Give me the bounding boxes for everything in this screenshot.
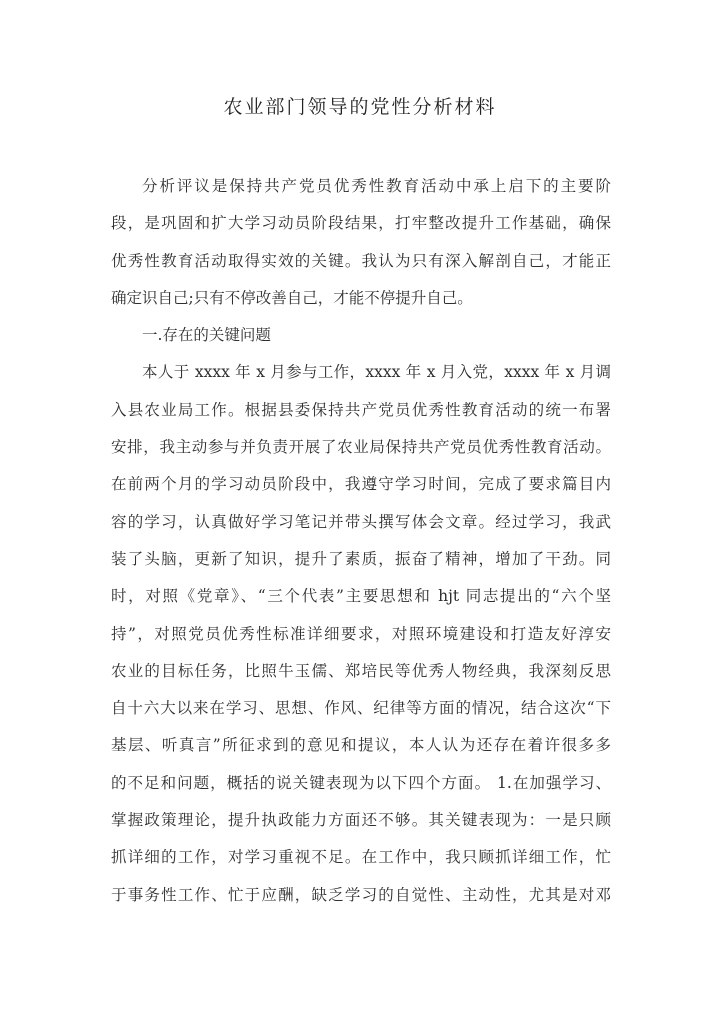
paragraph-line: 安排，我主动参与并负责开展了农业局保持共产党员优秀性教育活动。 (111, 438, 611, 457)
paragraph-line: 确定识自己;只有不停改善自己，才能不停提升自己。 (111, 288, 473, 307)
paragraph-line: 容的学习，认真做好学习笔记并带头撰写体会文章。经过学习，我武 (111, 512, 611, 531)
paragraph-line: 基层、听真言”所征求到的意见和提议，本人认为还存在着许很多多 (111, 736, 611, 755)
paragraph-line: 自十六大以来在学习、思想、作风、纪律等方面的情况，结合这次“下 (111, 699, 611, 718)
paragraph-line: 时，对照《党章》、“三个代表”主要思想和 hjt 同志提出的“六个坚 (111, 587, 611, 606)
section-heading: 一.存在的关键问题 (142, 326, 271, 345)
document-title: 农业部门领导的党性分析材料 (223, 96, 497, 118)
paragraph-line: 于事务性工作、忙于应酬，缺乏学习的自觉性、主动性，尤其是对邓 (111, 885, 611, 904)
paragraph-line: 入县农业局工作。根据县委保持共产党员优秀性教育活动的统一布署 (111, 400, 611, 419)
paragraph-line: 的不足和问题，概括的说关键表现为以下四个方面。 1.在加强学习、 (111, 773, 611, 792)
paragraph-line: 分析评议是保持共产党员优秀性教育活动中承上启下的主要阶 (142, 177, 611, 195)
document-body (111, 168, 611, 914)
paragraph-line: 本人于 xxxx 年 x 月参与工作，xxxx 年 x 月入党，xxxx 年 x 月调 (142, 363, 611, 382)
paragraph-line: 在前两个月的学习动员阶段中，我遵守学习时间，完成了要求篇目内 (111, 475, 611, 494)
paragraph-line: 持”，对照党员优秀性标准详细要求，对照环境建设和打造友好淳安 (111, 624, 611, 643)
paragraph-line: 抓详细的工作，对学习重视不足。在工作中，我只顾抓详细工作，忙 (111, 848, 611, 867)
paragraph-line: 农业的目标任务，比照牛玉儒、郑培民等优秀人物经典，我深刻反思 (111, 661, 611, 680)
paragraph-line: 装了头脑，更新了知识，提升了素质，振奋了精神，增加了干劲。同 (111, 549, 611, 568)
paragraph-line: 掌握政策理论，提升执政能力方面还不够。其关键表现为：一是只顾 (111, 811, 611, 830)
paragraph-line: 段，是巩固和扩大学习动员阶段结果，打牢整改提升工作基础，确保 (111, 214, 611, 233)
paragraph-line: 优秀性教育活动取得实效的关键。我认为只有深入解剖自己，才能正 (111, 251, 611, 270)
